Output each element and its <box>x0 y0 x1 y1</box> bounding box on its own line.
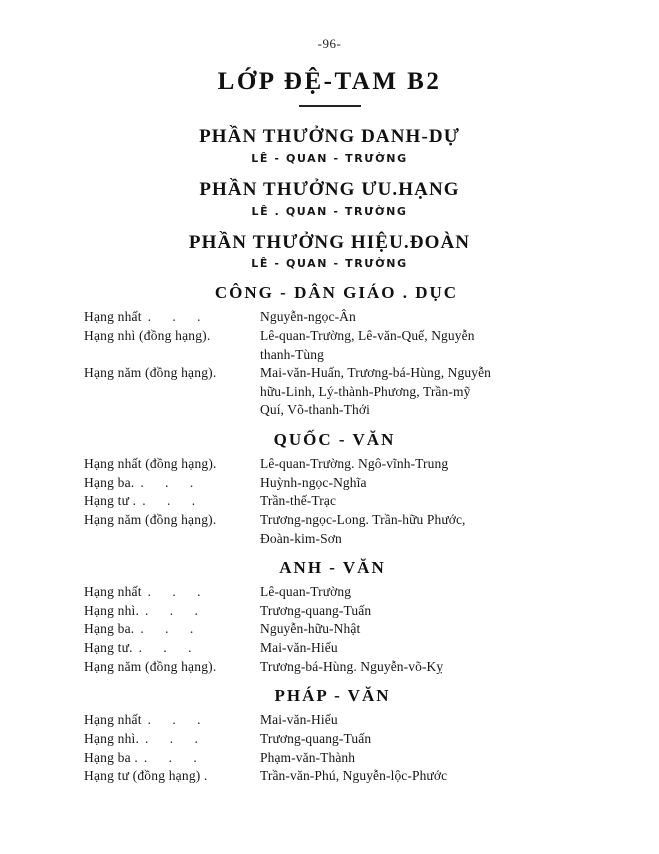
names-cell <box>260 492 584 511</box>
subject-section <box>0 686 659 786</box>
table-row <box>84 583 584 602</box>
table-row <box>84 639 584 658</box>
dot-leader: . . . <box>147 712 210 728</box>
recipient-name-line: Đoàn-kim-Sơn <box>260 530 342 546</box>
table-row <box>84 511 584 548</box>
rank-label: Hạng năm (đồng hạng). <box>84 511 217 527</box>
recipient-name-line: Quí, Võ-thanh-Thới <box>260 402 370 418</box>
names-cell <box>260 455 584 474</box>
names-cell <box>260 364 584 420</box>
names-cell <box>260 308 584 327</box>
dot-leader: . . . <box>142 493 205 509</box>
table-row <box>84 658 584 677</box>
names-cell <box>260 749 584 768</box>
dot-leader: . . . <box>145 602 207 618</box>
section-heading: PHÁP - VĂN <box>274 686 391 706</box>
rank-cell <box>84 639 260 658</box>
recipient-name-line: Nguyễn-hữu-Nhật <box>260 621 361 637</box>
table-row <box>84 767 584 786</box>
recipient-name-line: Trương-ngọc-Long. Trần-hữu Phước, <box>260 511 466 527</box>
names-cell <box>260 327 584 364</box>
rank-cell <box>84 620 260 639</box>
names-cell <box>260 711 584 730</box>
rank-cell <box>84 583 260 602</box>
subject-section <box>0 558 659 676</box>
prize-title: PHẦN THƯỞNG DANH-DỰ <box>199 126 460 147</box>
rank-label: Hạng nhất <box>84 584 142 600</box>
recipient-name-line: Trương-quang-Tuấn <box>260 602 372 618</box>
rank-cell <box>84 455 260 474</box>
table-row <box>84 492 584 511</box>
dot-leader: . . . <box>140 474 203 490</box>
table-row <box>84 364 584 420</box>
recipient-name-line: Phạm-văn-Thành <box>260 749 356 765</box>
rank-label: Hạng tư (đồng hạng) . <box>84 768 208 784</box>
names-cell <box>260 730 584 749</box>
results-table <box>84 308 584 420</box>
dot-leader: . . . <box>147 309 210 325</box>
honour-prizes <box>0 125 659 270</box>
rank-label: Hạng năm (đồng hạng). <box>84 658 217 674</box>
rank-label: Hạng nhất <box>84 712 142 728</box>
prize-recipient: LÊ - QUAN - TRƯỜNG <box>251 257 408 271</box>
rank-cell <box>84 511 260 548</box>
results-table <box>84 455 584 548</box>
table-row <box>84 327 584 364</box>
table-row <box>84 711 584 730</box>
recipient-name-line: Trần-văn-Phú, Nguyễn-lộc-Phước <box>260 768 448 784</box>
prize-block <box>0 125 659 165</box>
title-divider <box>299 105 361 107</box>
recipient-name-line: Trương-bá-Hùng. Nguyễn-võ-Kỵ <box>260 658 444 674</box>
rank-cell <box>84 308 260 327</box>
rank-cell <box>84 658 260 677</box>
table-row <box>84 474 584 493</box>
rank-cell <box>84 327 260 364</box>
rank-label: Hạng nhất <box>84 309 142 325</box>
section-heading: ANH - VĂN <box>279 558 386 578</box>
names-cell <box>260 602 584 621</box>
prize-recipient: LÊ - QUAN - TRƯỜNG <box>251 151 408 165</box>
table-row <box>84 730 584 749</box>
recipient-name-line: Trương-quang-Tuấn <box>260 730 372 746</box>
rank-label: Hạng ba. <box>84 474 135 490</box>
recipient-name-line: Huỳnh-ngọc-Nghĩa <box>260 474 367 490</box>
recipient-name-line: hữu-Linh, Lý-thành-Phương, Trần-mỹ <box>260 383 471 399</box>
prize-block <box>0 231 659 271</box>
dot-leader: . . . <box>145 730 207 746</box>
rank-label: Hạng ba. <box>84 621 135 637</box>
table-row <box>84 620 584 639</box>
section-heading: QUỐC - VĂN <box>273 430 396 449</box>
recipient-name-line: Nguyễn-ngọc-Ân <box>260 309 356 325</box>
rank-label: Hạng tư. <box>84 640 133 655</box>
names-cell <box>260 639 584 658</box>
names-cell <box>260 511 584 548</box>
names-cell <box>260 583 584 602</box>
subject-section <box>0 283 659 420</box>
subject-section <box>0 430 659 548</box>
rank-cell <box>84 364 260 420</box>
results-table <box>84 583 584 676</box>
names-cell <box>260 474 584 493</box>
recipient-name-line: Mai-văn-Huấn, Trương-bá-Hùng, Nguyễn <box>260 365 492 381</box>
table-row <box>84 308 584 327</box>
rank-cell <box>84 711 260 730</box>
prize-recipient: LÊ . QUAN - TRƯỜNG <box>251 204 408 218</box>
rank-label: Hạng tư . <box>84 493 137 509</box>
names-cell <box>260 620 584 639</box>
rank-cell <box>84 767 260 786</box>
names-cell <box>260 658 584 677</box>
rank-label: Hạng nhì. <box>84 730 140 746</box>
rank-cell <box>84 749 260 768</box>
recipient-name-line: Lê-quan-Trường <box>260 584 352 600</box>
recipient-name-line: Mai-văn-Hiếu <box>260 640 338 655</box>
table-row <box>84 455 584 474</box>
recipient-name-line: Mai-văn-Hiếu <box>260 712 338 728</box>
recipient-name-line: Trần-thế-Trạc <box>260 493 337 509</box>
table-row <box>84 602 584 621</box>
dot-leader: . . . <box>140 621 203 637</box>
rank-cell <box>84 474 260 493</box>
rank-cell <box>84 602 260 621</box>
recipient-name-line: Lê-quan-Trường. Ngô-vĩnh-Trung <box>260 456 449 471</box>
rank-label: Hạng nhì (đồng hạng). <box>84 327 211 343</box>
page-title: LỚP ĐỆ-TAM B2 <box>217 68 442 95</box>
dot-leader: . . . <box>138 640 201 655</box>
prize-title: PHẦN THƯỞNG HIỆU.ĐOÀN <box>188 231 471 253</box>
rank-cell <box>84 492 260 511</box>
rank-cell <box>84 730 260 749</box>
recipient-name-line: Lê-quan-Trường, Lê-văn-Quế, Nguyễn <box>260 327 475 343</box>
prize-block <box>0 178 659 218</box>
subject-sections <box>0 283 659 786</box>
recipient-name-line: thanh-Tùng <box>260 346 324 362</box>
page-number: -96- <box>317 36 342 51</box>
section-heading: CÔNG - DÂN GIÁO . DỤC <box>214 283 459 303</box>
prize-title: PHẦN THƯỞNG ƯU.HẠNG <box>199 178 460 200</box>
rank-label: Hạng ba . <box>84 749 138 765</box>
results-table <box>84 711 584 786</box>
dot-leader: . . . <box>143 749 206 765</box>
dot-leader: . . . <box>147 584 210 600</box>
rank-label: Hạng nhì. <box>84 602 140 618</box>
rank-label: Hạng nhất (đồng hạng). <box>84 456 217 471</box>
table-row <box>84 749 584 768</box>
names-cell <box>260 767 584 786</box>
rank-label: Hạng năm (đồng hạng). <box>84 365 217 381</box>
